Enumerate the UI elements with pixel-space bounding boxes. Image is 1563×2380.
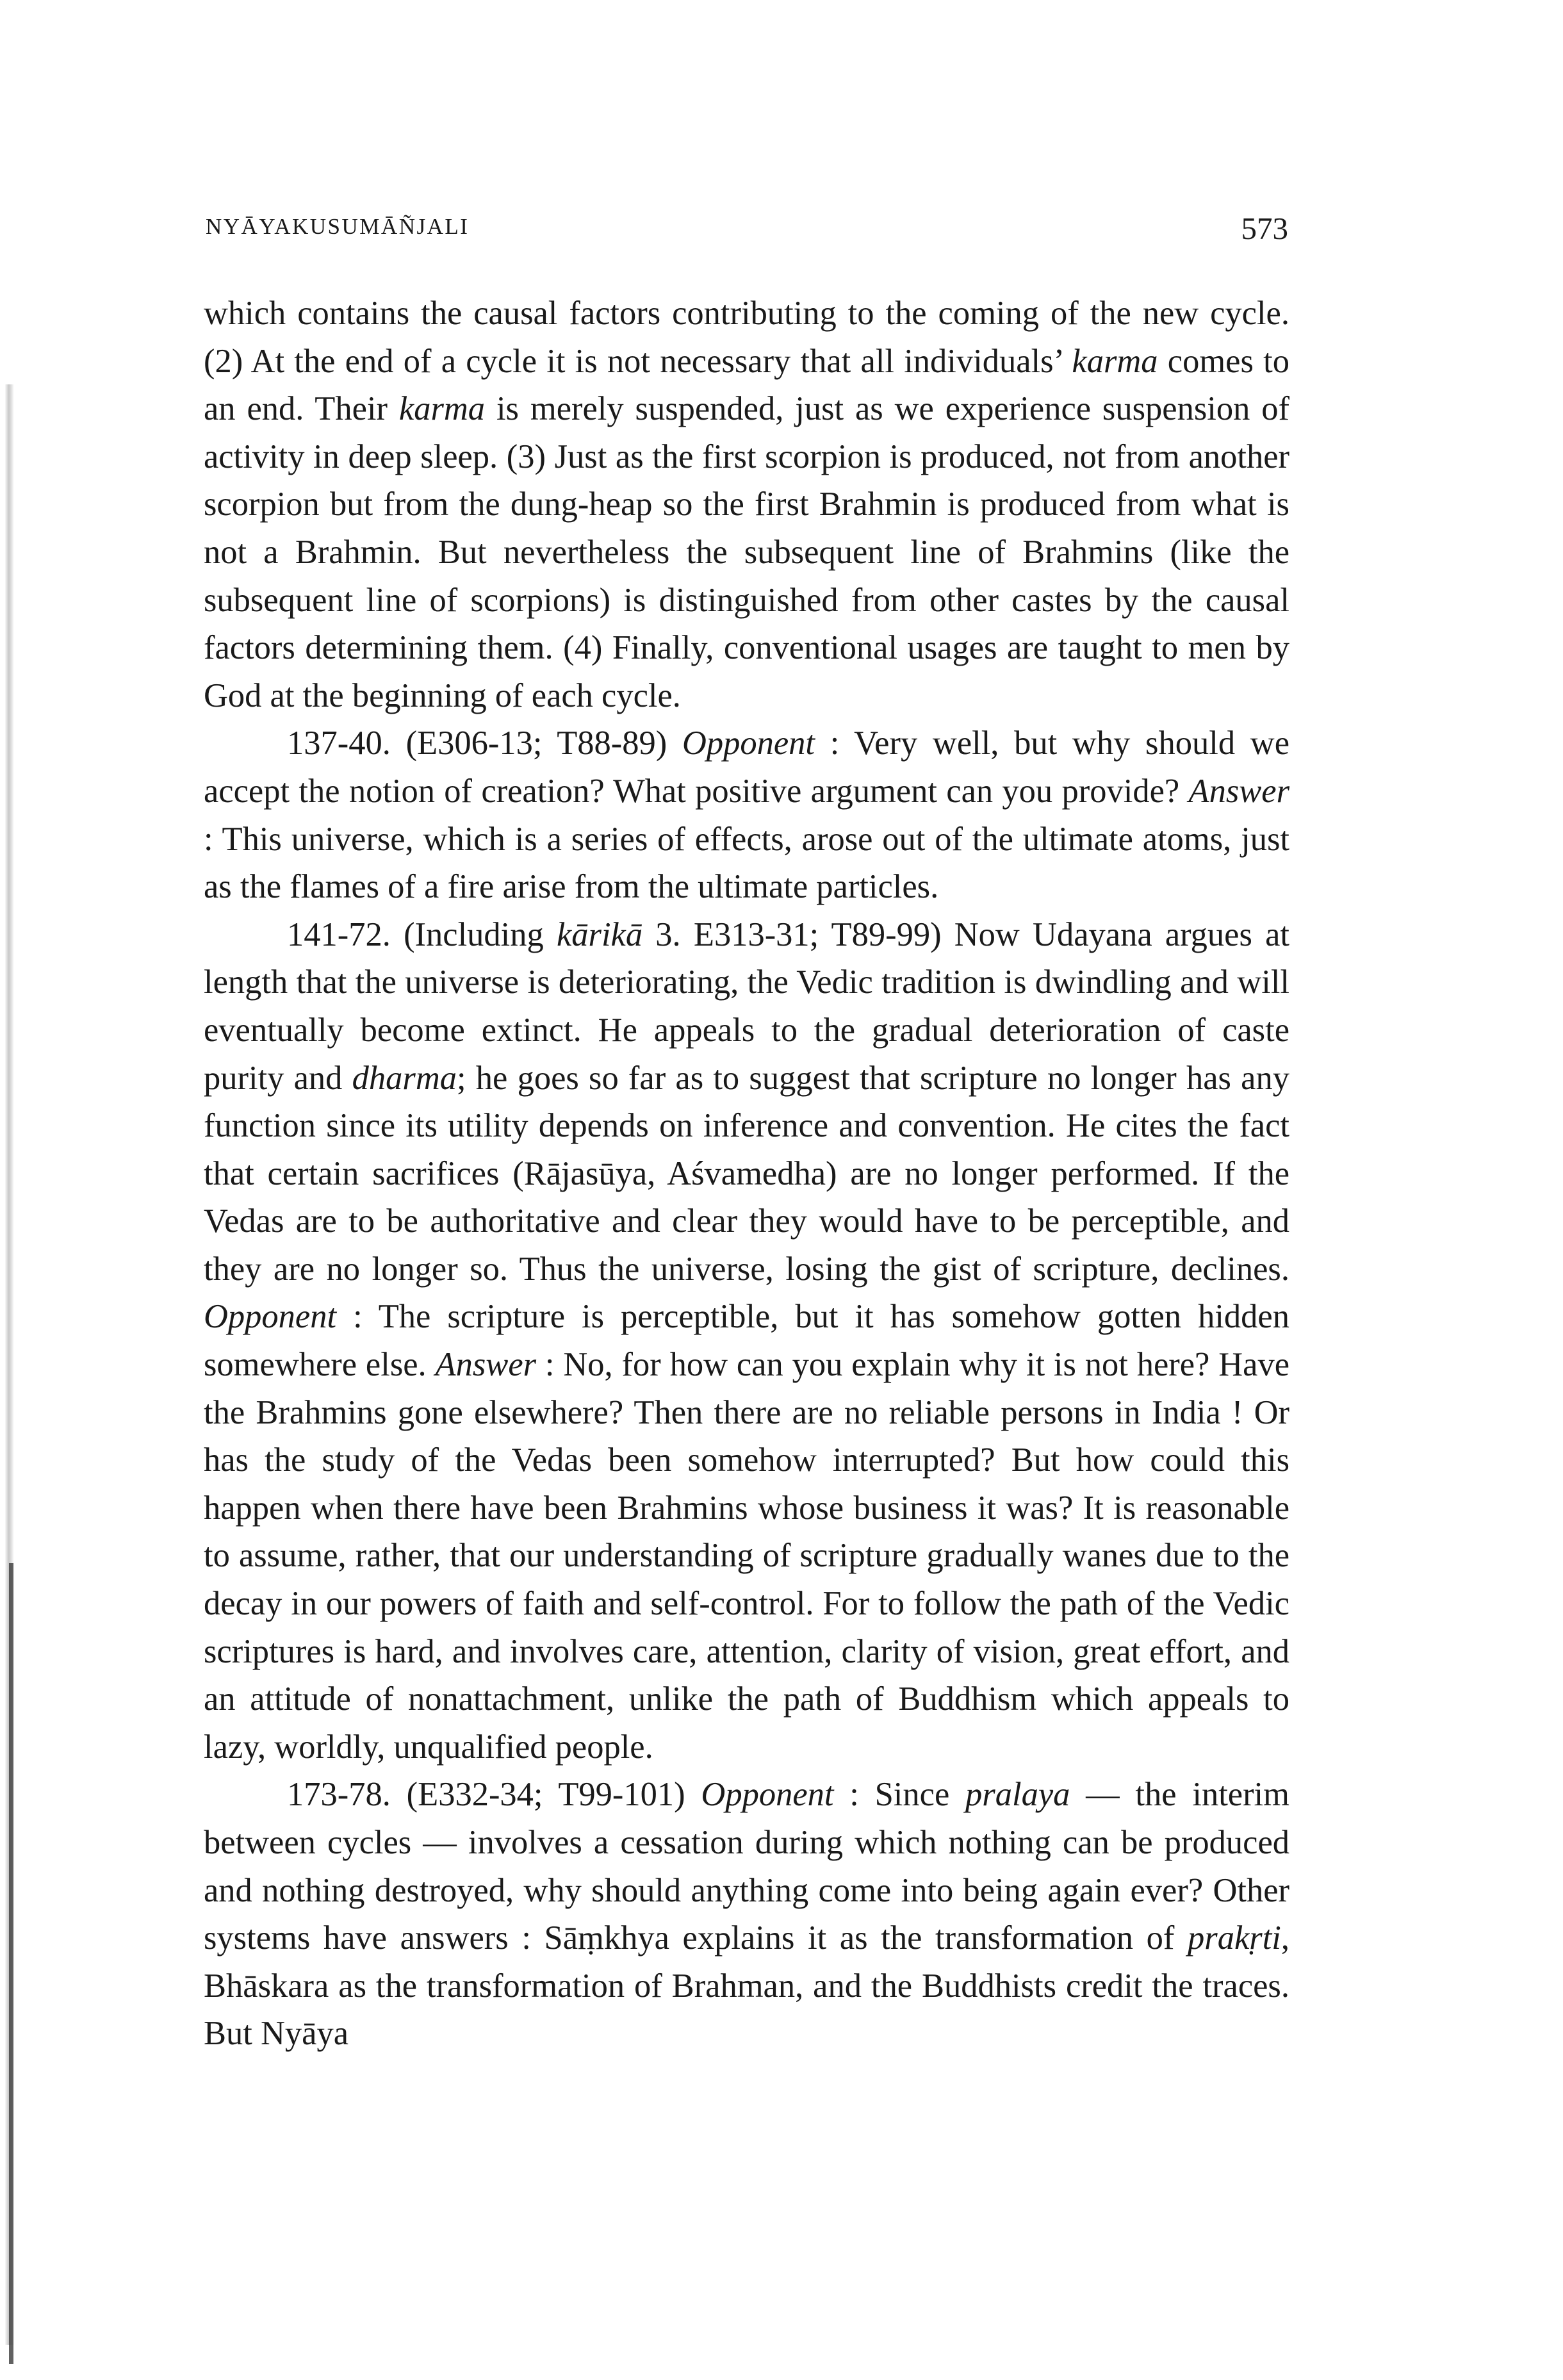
- text-run: comes to an end. Their: [204, 342, 1289, 428]
- text-run: , Bhāskara as the transformation of Brahman, and the Buddhists credit the traces. But Nyāya: [204, 1919, 1289, 2053]
- italic-term: Answer: [435, 1346, 537, 1384]
- page-number: 573: [1241, 211, 1288, 246]
- italic-term: Opponent: [701, 1776, 834, 1814]
- text-run: 3. E313-31; T89-99) Now Udayana argues at length that the universe is deteriorating, the Vedic tradition is dwindling and will eventually become extinct. He appeals to the gradual deterioration of caste purity and: [204, 915, 1289, 1097]
- italic-term: karma: [1072, 342, 1158, 380]
- text-run: : The scripture is perceptible, but it has somehow gotten hidden somewhere else.: [204, 1298, 1289, 1384]
- text-run: 137-40. (E306-13; T88-89): [287, 725, 682, 762]
- italic-term: Opponent: [204, 1298, 337, 1336]
- text-run: which contains the causal factors contributing to the coming of the new cycle. (2) At the end of a cycle it is not necessary that all individuals’: [204, 295, 1289, 380]
- text-run: 141-72. (Including: [287, 915, 557, 953]
- body-text: [204, 290, 1289, 2058]
- binding-edge: [9, 1563, 13, 2364]
- text-run: : Very well, but why should we accept the notion of creation? What positive argument can you provide?: [204, 725, 1289, 810]
- text-run: : This universe, which is a series of effects, arose out of the ultimate atoms, just as the flames of a fire arise from the ultimate particles.: [204, 820, 1289, 906]
- text-run: : No, for how can you explain why it is not here? Have the Brahmins gone elsewhere? Then there are no reliable persons in India ! Or has the study of the Vedas been somehow interrupted? But how could this happen when there have been Brahmins whose business it was? It is reasonable to assume, rather, that our understanding of scripture gradually wanes due to the decay in our powers of faith and self-control. For to follow the path of the Vedic scriptures is hard, and involves care, attention, clarity of vision, great effort, and an attitude of nonattachment, unlike the path of Buddhism which appeals to lazy, worldly, unqualified people.: [204, 1346, 1289, 1766]
- text-run: ; he goes so far as to suggest that scripture no longer has any function since its utility depends on inference and convention. He cites the fact that certain sacrifices (Rājasūya, Aśvamedha) are no longer performed. If the Vedas are to be authoritative and clear they would have to be perceptible, and they are no longer so. Thus the universe, losing the gist of scripture, declines.: [204, 1059, 1289, 1288]
- italic-term: pralaya: [965, 1776, 1070, 1814]
- running-head: NYĀYAKUSUMĀÑJALI: [206, 214, 470, 239]
- italic-term: dharma: [352, 1059, 457, 1097]
- italic-term: kārikā: [556, 915, 643, 953]
- italic-term: karma: [398, 390, 486, 428]
- paragraph: [204, 911, 1289, 1771]
- italic-term: prakṛti: [1188, 1919, 1281, 1957]
- italic-term: Opponent: [682, 725, 815, 762]
- paragraph: [204, 1771, 1289, 2058]
- paragraph: [204, 290, 1289, 719]
- text-run: 173-78. (E332-34; T99-101): [287, 1776, 701, 1814]
- text-run: is merely suspended, just as we experience suspension of activity in deep sleep. (3) Just as the first scorpion is produced, not from another scorpion but from the dung-heap so the first Brahmin is produced from what is not a Brahmin. But nevertheless the subsequent line of Brahmins (like the subsequent line of scorpions) is distinguished from other castes by the causal factors determining them. (4) Finally, conventional usages are taught to men by God at the beginning of each cycle.: [204, 390, 1289, 714]
- text-run: : Since: [833, 1776, 966, 1814]
- text-run: — the interim between cycles — involves a cessation during which nothing can be produced and nothing destroyed, why should anything come into being again ever? Other systems have answers : Sāṃkhya explains it as the transformation of: [204, 1776, 1289, 1957]
- italic-term: Answer: [1188, 772, 1289, 810]
- page-header: [206, 210, 1288, 249]
- paragraph: [204, 719, 1289, 910]
